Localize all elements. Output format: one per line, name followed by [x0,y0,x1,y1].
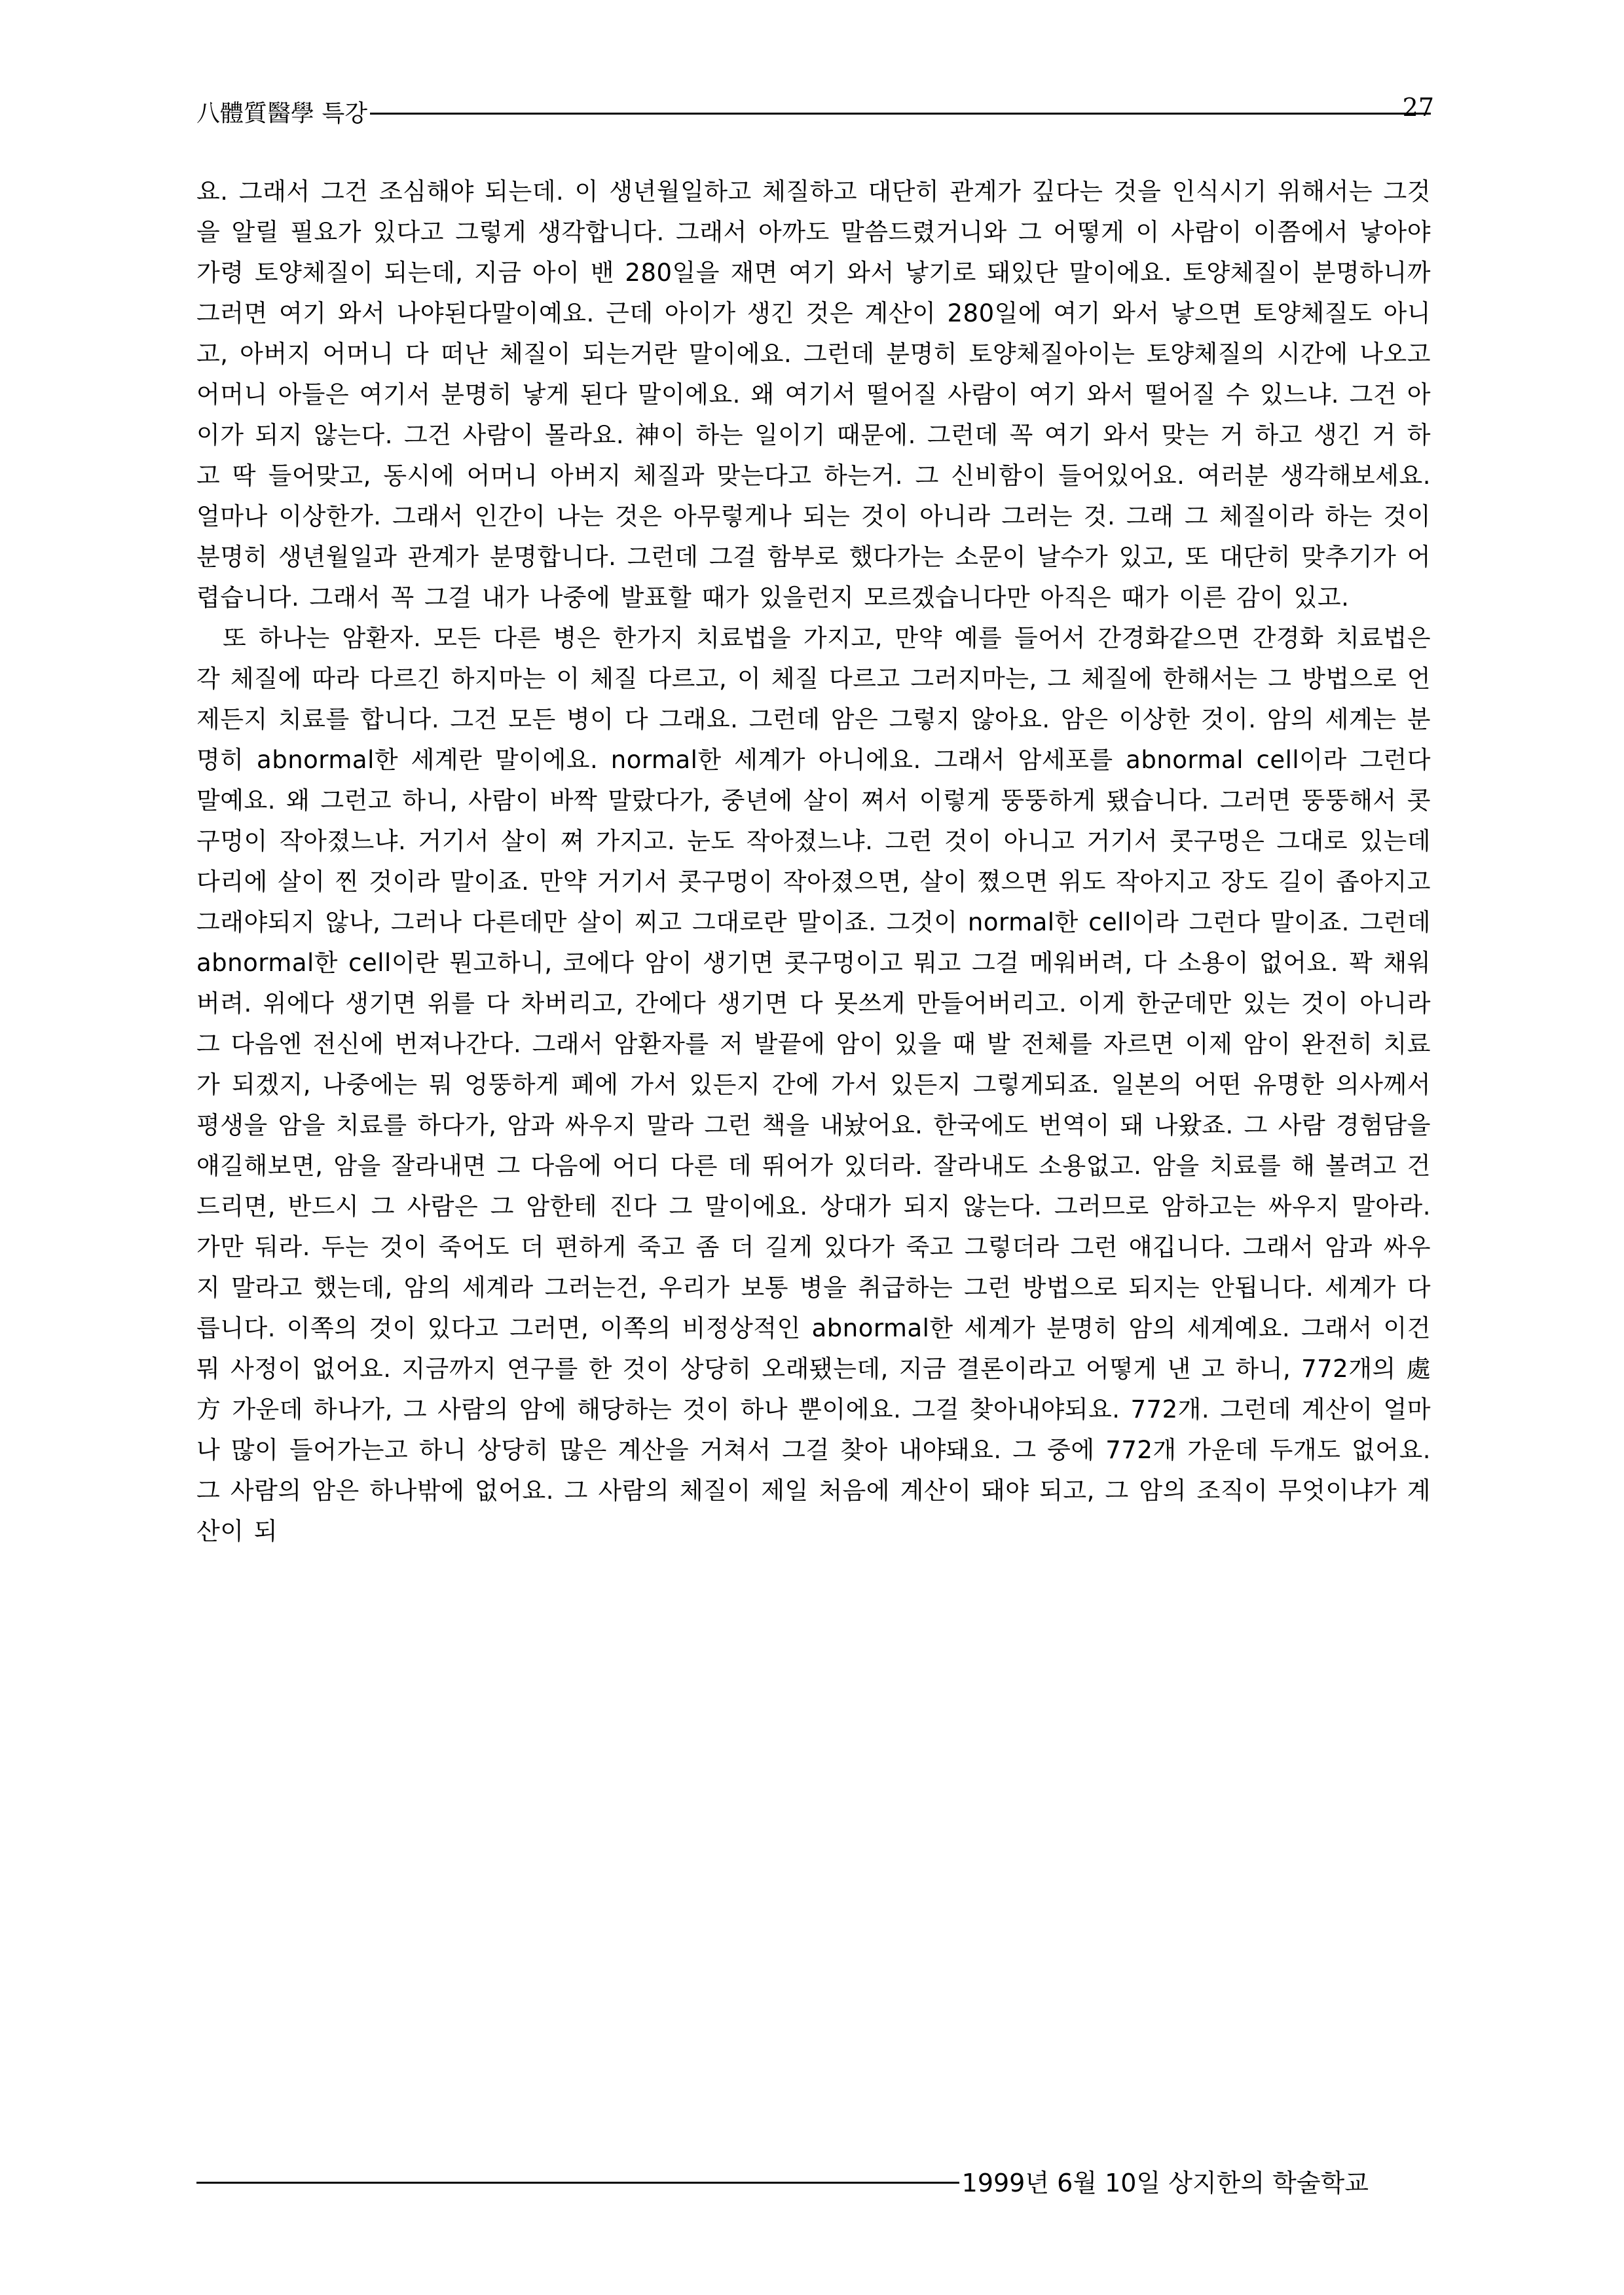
paragraph-2: 또 하나는 암환자. 모든 다른 병은 한가지 치료법을 가지고, 만약 예를 들어서 간경화같으면 간경화 치료법은 각 체질에 따라 다르긴 하지마는 이 체질 다르고, 이 체질 다르고 그러지마는, 그 체질에 한해서는 그 방법으로 언제든지 치료를 합니다. 그건 모든 병이 다 그래요. 그런데 암은 그렇지 않아요. 암은 이상한 것이. 암의 세계는 분명히 abnormal한 세계란 말이에요. normal한 세계가 아니에요. 그래서 암세포를 abnormal cell이라 그런다 말예요. 왜 그런고 하니, 사람이 바짝 말랐다가, 중년에 살이 쪄서 이렇게 뚱뚱하게 됐습니다. 그러면 뚱뚱해서 콧구멍이 작아졌느냐. 거기서 살이 쪄 가지고. 눈도 작아졌느냐. 그런 것이 아니고 거기서 콧구멍은 그대로 있는데 다리에 살이 찐 것이라 말이죠. 만약 거기서 콧구멍이 작아졌으면, 살이 쪘으면 위도 작아지고 장도 길이 좁아지고 그래야되지 않나, 그러나 다른데만 살이 찌고 그대로란 말이죠. 그것이 normal한 cell이라 그런다 말이죠. 그런데 abnormal한 cell이란 뭔고하니, 코에다 암이 생기면 콧구멍이고 뭐고 그걸 메워버려, 다 소용이 없어요. 꽉 채워버려. 위에다 생기면 위를 다 차버리고, 간에다 생기면 다 못쓰게 만들어버리고. 이게 한군데만 있는 것이 아니라 그 다음엔 전신에 번져나간다. 그래서 암환자를 저 발끝에 암이 있을 때 발 전체를 자르면 이제 암이 완전히 치료가 되겠지, 나중에는 뭐 엉뚱하게 폐에 가서 있든지 간에 가서 있든지 그렇게되죠. 일본의 어떤 유명한 의사께서 평생을 암을 치료를 하다가, 암과 싸우지 말라 그런 책을 내놨어요. 한국에도 번역이 돼 나왔죠. 그 사람 경험담을 얘길해보면, 암을 잘라내면 그 다음에 어디 다른 데 뛰어가 있더라. 잘라내도 소용없고. 암을 치료를 해 볼려고 건드리면, 반드시 그 사람은 그 암한테 진다 그 말이에요. 상대가 되지 않는다. 그러므로 암하고는 싸우지 말아라. 가만 둬라. 두는 것이 죽어도 더 편하게 죽고 좀 더 길게 있다가 죽고 그렇더라 그런 얘깁니다. 그래서 암과 싸우지 말라고 했는데, 암의 세계라 그러는건, 우리가 보통 병을 취급하는 그런 방법으로 되지는 안됩니다. 세계가 다릅니다. 이쪽의 것이 있다고 그러면, 이쪽의 비정상적인 abnormal한 세계가 분명히 암의 세계예요. 그래서 이건 뭐 사정이 없어요. 지금까지 연구를 한 것이 상당히 오래됐는데, 지금 결론이라고 어떻게 낸 고 하니, 772개의 處方 가운데 하나가, 그 사람의 암에 해당하는 것이 하나 뿐이에요. 그걸 찾아내야되요. 772개. 그런데 계산이 얼마나 많이 들어가는고 하니 상당히 많은 계산을 거쳐서 그걸 찾아 내야돼요. 그 중에 772개 가운데 두개도 없어요. 그 사람의 암은 하나밖에 없어요. 그 사람의 체질이 제일 처음에 계산이 돼야 되고, 그 암의 조직이 무엇이냐가 계산이 되 [196,624,1431,1545]
body-text [196,172,1431,1552]
page-number: 27 [1402,93,1434,122]
footer-text: 1999년 6월 10일 상지한의 학술학교 [961,2168,1369,2197]
paragraph-1: 요. 그래서 그건 조심해야 되는데. 이 생년월일하고 체질하고 대단히 관계가 깊다는 것을 인식시기 위해서는 그것을 알릴 필요가 있다고 그렇게 생각합니다. 그래서 아까도 말씀드렸거니와 그 어떻게 이 사람이 이쯤에서 낳아야 가령 토양체질이 되는데, 지금 아이 밴 280일을 재면 여기 와서 낳기로 돼있단 말이에요. 토양체질이 분명하니까 그러면 여기 와서 나야된다말이예요. 근데 아이가 생긴 것은 계산이 280일에 여기 와서 낳으면 토양체질도 아니고, 아버지 어머니 다 떠난 체질이 되는거란 말이에요. 그런데 분명히 토양체질아이는 토양체질의 시간에 나오고 어머니 아들은 여기서 분명히 낳게 된다 말이에요. 왜 여기서 떨어질 사람이 여기 와서 떨어질 수 있느냐. 그건 아이가 되지 않는다. 그건 사람이 몰라요. 神이 하는 일이기 때문에. 그런데 꼭 여기 와서 맞는 거 하고 생긴 거 하고 딱 들어맞고, 동시에 어머니 아버지 체질과 맞는다고 하는거. 그 신비함이 들어있어요. 여러분 생각해보세요. 얼마나 이상한가. 그래서 인간이 나는 것은 아무렇게나 되는 것이 아니라 그러는 것. 그래 그 체질이라 하는 것이 분명히 생년월일과 관계가 분명합니다. 그런데 그걸 함부로 했다가는 소문이 날수가 있고, 또 대단히 맞추기가 어렵습니다. 그래서 꼭 그걸 내가 나중에 발표할 때가 있을런지 모르겠습니다만 아직은 때가 이른 감이 있고. [196,177,1431,612]
page-header [196,92,1431,131]
footer-rule [196,2182,959,2184]
header-title: 八體質醫學 특강 [196,100,367,127]
page-footer [196,2161,1431,2200]
header-rule [370,113,1431,115]
